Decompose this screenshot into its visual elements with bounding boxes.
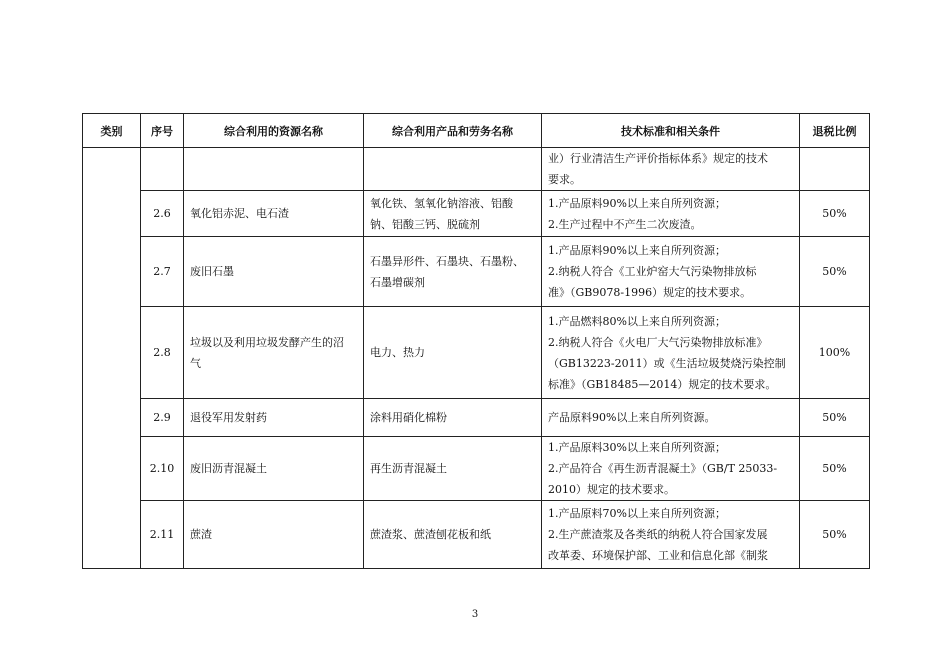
resource-line: 垃圾以及利用垃圾发酵产生的沼 [190,335,344,349]
standard-line: 2.生产过程中不产生二次废渣。 [548,217,702,231]
product-cell [364,191,542,237]
standard-line: 准》（GB9078-1996）规定的技术要求。 [548,286,752,299]
resource-line: 退役军用发射药 [190,411,267,424]
standard-line: 2010）规定的技术要求。 [548,483,675,496]
product-line: 石墨异形件、石墨块、石墨粉、 [370,254,524,268]
standard-line: 1.产品燃料80%以上来自所列资源； [548,314,726,328]
standard-line: 要求。 [548,173,581,186]
table-row [83,191,870,237]
seq-cell: 2.6 [141,191,184,237]
standard-line: 2.纳税人符合《工业炉窑大气污染物排放标 [548,265,757,278]
resource-line: 气 [190,356,201,370]
product-line: 石墨增碳剂 [370,275,425,289]
standard-line: 1.产品原料90%以上来自所列资源； [548,196,726,210]
standard-line: 1.产品原料70%以上来自所列资源； [548,507,726,520]
seq-cell: 2.11 [141,501,184,569]
product-line: 再生沥青混凝土 [370,462,447,475]
resource-cell [184,148,364,191]
standard-line: 产品原料90%以上来自所列资源。 [548,411,716,424]
product-cell [364,399,542,437]
rate-cell: 50% [800,399,870,437]
resource-line: 蔗渣 [190,528,212,541]
standard-cell [542,191,800,237]
seq-cell [141,148,184,191]
seq-cell: 2.9 [141,399,184,437]
product-cell [364,148,542,191]
rate-cell: 50% [800,437,870,501]
product-cell [364,437,542,501]
product-line: 钠、铝酸三钙、脱硫剂 [370,217,480,231]
header-row [83,114,870,148]
standard-cell [542,148,800,191]
product-cell [364,307,542,399]
resource-cell [184,501,364,569]
rate-cell: 50% [800,237,870,307]
resource-cell [184,307,364,399]
table-row [83,437,870,501]
table-row [83,237,870,307]
header-standard: 技术标准和相关条件 [542,114,800,148]
standard-cell [542,501,800,569]
product-cell [364,237,542,307]
standard-cell [542,399,800,437]
standard-line: 业）行业清洁生产评价指标体系》规定的技术 [548,152,768,165]
resource-line: 氧化铝赤泥、电石渣 [190,207,289,220]
product-line: 电力、热力 [370,346,425,359]
header-rate: 退税比例 [800,114,870,148]
resource-line: 废旧沥青混凝土 [190,462,267,475]
standard-line: 标准》（GB18485—2014）规定的技术要求。 [548,377,777,391]
rate-cell: 100% [800,307,870,399]
product-line: 涂料用硝化棉粉 [370,411,447,424]
resource-cell [184,437,364,501]
table-row [83,399,870,437]
standard-cell [542,437,800,501]
resource-cell [184,399,364,437]
resource-line: 废旧石墨 [190,265,234,278]
standard-line: 改革委、环境保护部、工业和信息化部《制浆 [548,549,768,562]
table-row [83,501,870,569]
header-resource: 综合利用的资源名称 [184,114,364,148]
rate-cell: 50% [800,501,870,569]
policy-table [82,113,870,569]
rate-cell [800,148,870,191]
product-line: 氧化铁、氢氧化钠溶液、铝酸 [370,196,513,210]
category-cell [83,148,141,569]
resource-cell [184,191,364,237]
header-seq: 序号 [141,114,184,148]
standard-line: 1.产品原料90%以上来自所列资源； [548,244,726,257]
product-cell [364,501,542,569]
product-line: 蔗渣浆、蔗渣刨花板和纸 [370,528,491,541]
table-row [83,148,870,191]
seq-cell: 2.10 [141,437,184,501]
resource-cell [184,237,364,307]
seq-cell: 2.7 [141,237,184,307]
standard-cell [542,237,800,307]
standard-line: （GB13223-2011）或《生活垃圾焚烧污染控制 [548,356,786,370]
header-product: 综合利用产品和劳务名称 [364,114,542,148]
rate-cell: 50% [800,191,870,237]
table-row [83,307,870,399]
standard-line: 2.产品符合《再生沥青混凝土》（GB/T 25033- [548,462,778,475]
standard-line: 2.纳税人符合《火电厂大气污染物排放标准》 [548,335,768,349]
standard-cell [542,307,800,399]
standard-line: 1.产品原料30%以上来自所列资源； [548,441,726,454]
header-category: 类别 [83,114,141,148]
standard-line: 2.生产蔗渣浆及各类纸的纳税人符合国家发展 [548,528,768,541]
seq-cell: 2.8 [141,307,184,399]
page-number: 3 [471,609,479,620]
